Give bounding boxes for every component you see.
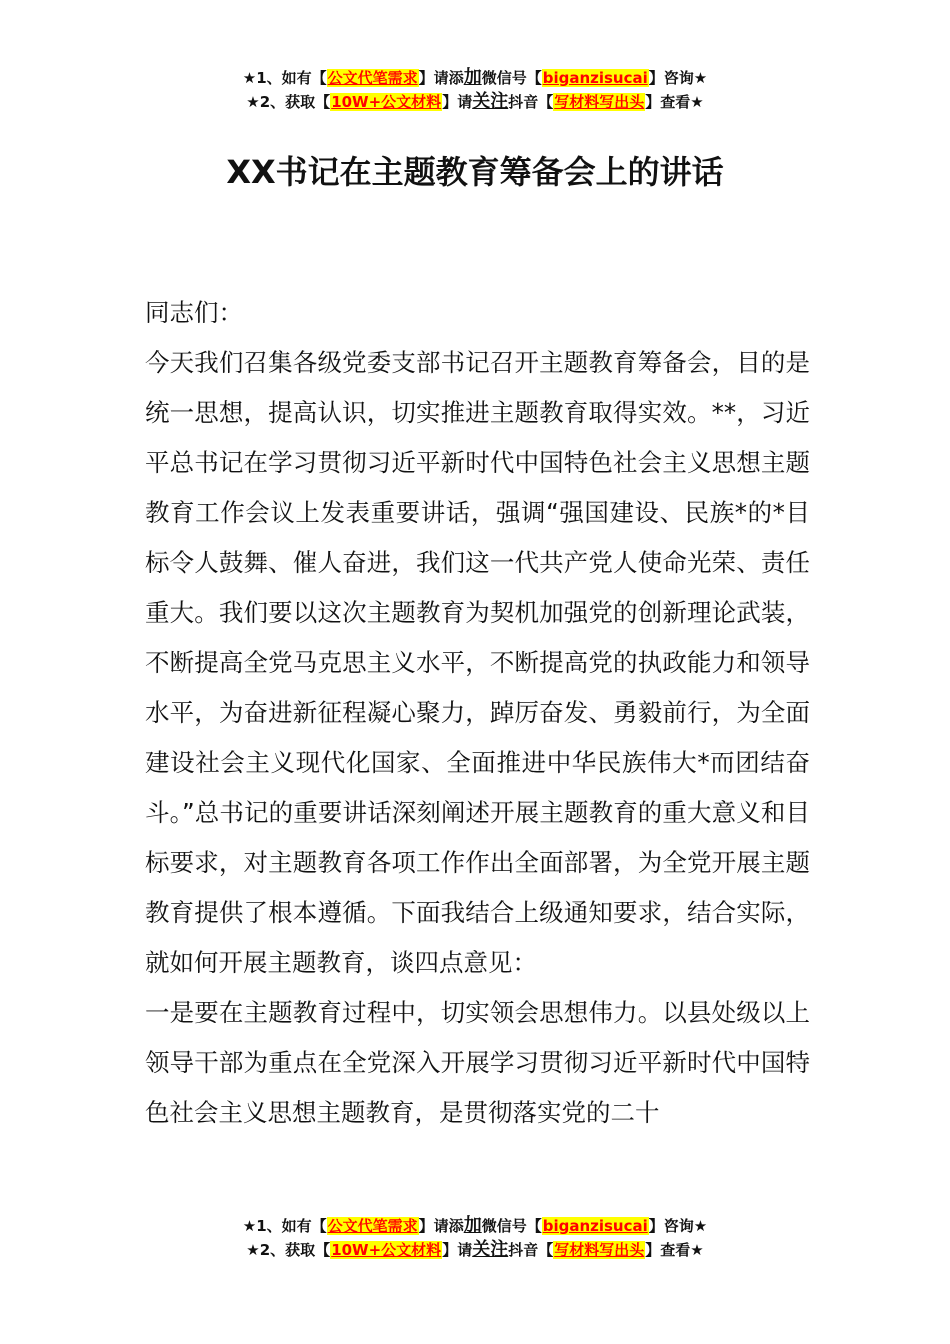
banner-highlight: 写材料写出头	[554, 93, 645, 111]
banner-line-2	[0, 90, 950, 114]
banner-text: ★2、获取【	[246, 93, 331, 111]
banner-emphasis: 关注	[472, 1239, 509, 1260]
banner-emphasis: 加	[463, 1215, 482, 1236]
banner-text: 】请	[442, 1241, 473, 1259]
salutation: 同志们：	[145, 298, 243, 327]
banner-text: 微信号【	[481, 1217, 542, 1235]
banner-highlight: 10W+公文材料	[331, 1241, 442, 1259]
banner-text: 微信号【	[481, 69, 542, 87]
banner-highlight: 公文代笔需求	[327, 69, 418, 87]
banner-text: 】查看★	[645, 1241, 704, 1259]
body-paragraph: 今天我们召集各级党委支部书记召开主题教育筹备会，目的是统一思想，提高认识，切实推进主题教育取得实效。**，习近平总书记在学习贯彻习近平新时代中国特色社会主义思想主题教育工作会议上发表重要讲话，强调“强国建设、民族*的*目标令人鼓舞、催人奋进，我们这一代共产党人使命光荣、责任重大。我们要以这次主题教育为契机加强党的创新理论武装，不断提高全党马克思主义水平，不断提高党的执政能力和领导水平，为奋进新征程凝心聚力，踔厉奋发、勇毅前行，为全面建设社会主义现代化国家、全面推进中华民族伟大*而团结奋斗。”总书记的重要讲话深刻阐述开展主题教育的重大意义和目标要求，对主题教育各项工作作出全面部署，为全党开展主题教育提供了根本遵循。下面我结合上级通知要求，结合实际，就如何开展主题教育，谈四点意见：	[145, 348, 810, 977]
banner-text: 】咨询★	[648, 1217, 708, 1235]
banner-text: 抖音【	[508, 1241, 554, 1259]
banner-line-1	[0, 1214, 950, 1238]
banner-highlight: 写材料写出头	[554, 1241, 645, 1259]
banner-text: ★1、如有【	[242, 69, 327, 87]
banner-text: 】咨询★	[648, 69, 708, 87]
banner-text: 】请添	[418, 1217, 464, 1235]
banner-text: ★2、获取【	[246, 1241, 331, 1259]
document-title: XX书记在主题教育筹备会上的讲话	[226, 153, 724, 191]
banner-highlight: 10W+公文材料	[331, 93, 442, 111]
banner-text: 抖音【	[508, 93, 554, 111]
banner-highlight: 公文代笔需求	[327, 1217, 418, 1235]
banner-text: 】请	[442, 93, 473, 111]
banner-text: 】请添	[418, 69, 464, 87]
banner-highlight: biganzisucai	[542, 1217, 648, 1235]
banner-line-1	[0, 66, 950, 90]
banner-text: ★1、如有【	[242, 1217, 327, 1235]
header-banner	[0, 66, 950, 114]
banner-emphasis: 加	[463, 67, 482, 88]
banner-line-2	[0, 1238, 950, 1262]
document-body	[145, 288, 810, 1138]
banner-text: 】查看★	[645, 93, 704, 111]
banner-emphasis: 关注	[472, 91, 509, 112]
banner-highlight: biganzisucai	[542, 69, 648, 87]
footer-banner	[0, 1214, 950, 1262]
body-paragraph: 一是要在主题教育过程中，切实领会思想伟力。以县处级以上领导干部为重点在全党深入开展学习贯彻习近平新时代中国特色社会主义思想主题教育，是贯彻落实党的二十	[145, 998, 810, 1127]
